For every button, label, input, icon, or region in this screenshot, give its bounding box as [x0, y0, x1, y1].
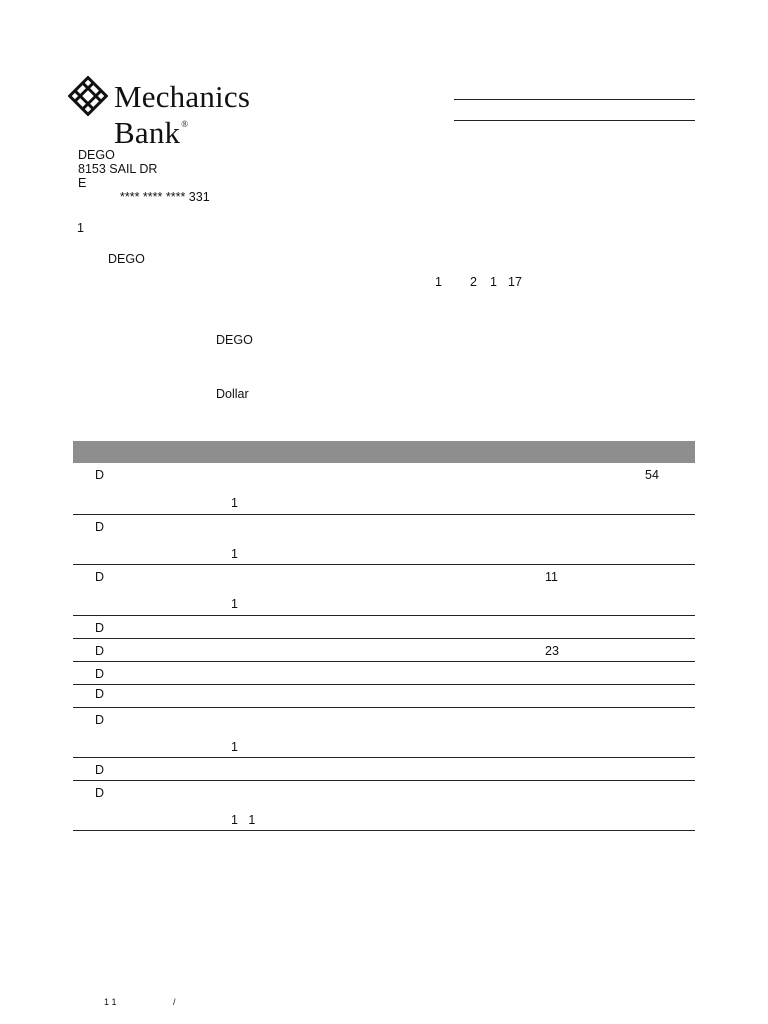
transaction-detail: 1 [231, 547, 238, 561]
transactions-table-header [73, 441, 695, 463]
transaction-type: D [95, 570, 105, 584]
table-row [73, 463, 695, 515]
beneficiary-name: DEGO [216, 333, 253, 347]
table-row [73, 685, 695, 708]
transaction-type: D [95, 687, 105, 701]
table-row [73, 662, 695, 685]
header-rule-bottom [454, 120, 695, 121]
table-row [73, 708, 695, 758]
date-part-3: 1 [490, 275, 497, 289]
table-row [73, 616, 695, 639]
transaction-amount: 54 [645, 468, 659, 482]
address-line-1: DEGO [78, 148, 115, 162]
bank-name: Mechanics Bank® [114, 79, 251, 150]
transaction-detail: 1 1 [231, 813, 256, 827]
transaction-amount: 11 [545, 570, 558, 584]
transaction-type: D [95, 763, 105, 777]
currency-label: Dollar [216, 387, 249, 401]
table-row [73, 781, 695, 831]
date-part-4: 17 [508, 275, 522, 289]
transaction-detail: 1 [231, 496, 238, 510]
footer-mark: / [173, 997, 176, 1007]
transaction-detail: 1 [231, 740, 238, 754]
header-rule-top [454, 99, 695, 100]
transaction-type: D [95, 786, 105, 800]
transaction-detail: 1 [231, 597, 238, 611]
table-row [73, 639, 695, 662]
table-row [73, 565, 695, 616]
transaction-type: D [95, 713, 105, 727]
transaction-type: D [95, 520, 105, 534]
address-line-2: 8153 SAIL DR [78, 162, 158, 176]
table-row [73, 758, 695, 781]
footer-page-number: 1 1 [104, 997, 117, 1007]
address-line-3: E [78, 176, 87, 190]
mechanics-bank-logo-icon [68, 76, 108, 116]
registered-mark: ® [181, 119, 189, 129]
account-holder-name: DEGO [108, 252, 145, 266]
transaction-type: D [95, 621, 105, 635]
item-count: 1 [77, 221, 84, 235]
transaction-type: D [95, 667, 105, 681]
transaction-type: D [95, 468, 105, 482]
account-number-masked: **** **** **** 331 [120, 190, 210, 204]
transaction-type: D [95, 644, 105, 658]
date-part-1: 1 [435, 275, 442, 289]
transaction-amount: 23 [545, 644, 559, 658]
table-row [73, 515, 695, 565]
date-part-2: 2 [470, 275, 477, 289]
